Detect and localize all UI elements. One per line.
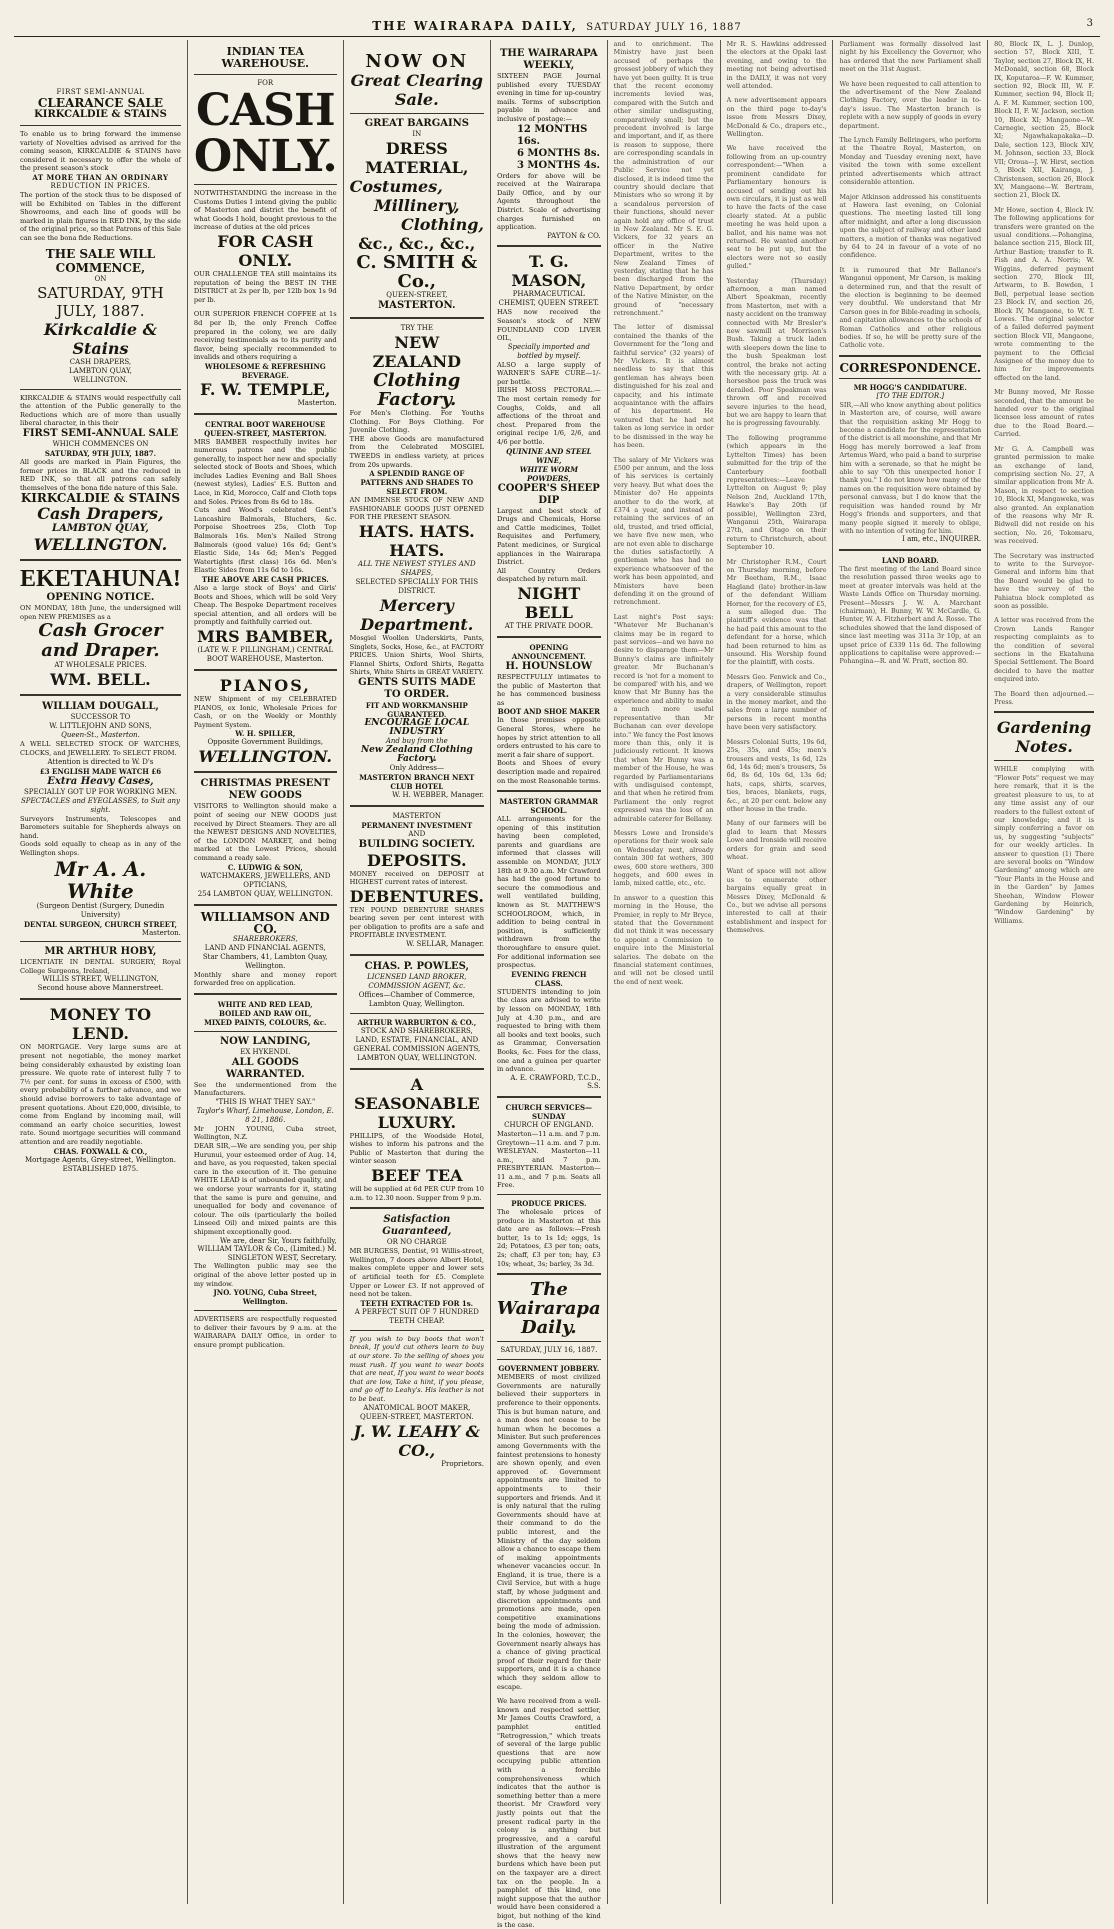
cod-liver: HAS now received the Season's stock of NEW FOUNDLAND COD LIVER OIL, [496, 308, 601, 343]
c8-p2: Mr Howe, section 4, Block IV. The following applications for transfers were granted on the usual conditions.—Pohangina, balance section 215, Block III, Arthur Bastion; transfer to R. Fish and A. A. Norris; W. Wiggins, deferred payment section 270, Block III, Artwarm, to B. Bowden, 1 Bell, perpetual lease section 23 Block IV, and section 26, Block IV, Mangaone, to W. T. Lowes. The original selector of a failed deferred payment section Block VII, Mangaone, wrote commenting to the payment to the Official Assignee of the money due to him for improvements effected on the land. [994, 205, 1094, 382]
masterton-branch: MASTERTON BRANCH NEXT CLUB HOTEL [359, 772, 475, 791]
licensed-broker: LICENSED LAND BROKER, COMMISSION AGENT, &c. [367, 972, 467, 990]
encourage-local: ENCOURAGE LOCAL INDUSTRY [364, 717, 470, 737]
pianos-body: NEW Shipment of my CELEBRATED PIANOS, ex Ionic, Wholesale Prices for Cash, or on the Weekly or Monthly Payment System. [193, 694, 337, 729]
permanent-investment: PERMANENT INVESTMENT [361, 820, 473, 830]
surveyors: Surveyors Instruments, Telescopes and Barometers suitable for Shepherds always on hand. [20, 814, 181, 840]
c7-p1: Parliament was formally dissolved last night by his Excellency the Governor, who has ordered that the new Parliament shall meet on the 31st August. [839, 40, 982, 74]
or-no-charge: OR NO CHARGE [386, 1238, 447, 1247]
letter-body: DEAR SIR,—We are sending you, per ship Hurunui, your esteemed order of Aug. 14, and have, as you requested, taken special care in the execution of it. The genuine WHITE LEAD is of unbounded quality, and we endorse your warrants for it, stating that the same is pure and genuine, and unequalled for body and covenance of colour. The oils (particularly the boiled Linseed Oil) and mixed paints are this shipment exceptionally good. [193, 1142, 337, 1236]
mercery: Mercery Department. [360, 595, 474, 634]
mosgiel-goods: Mosgiel Woollen Underskirts, Pants, Singlets, Socks, Hose, &c., at FACTORY PRICES. Union Shirts, Wool Shirts, Flannel Shirts, Oxford Shirts, Regatta Shirts, White Shirts in GREAT VARIETY. [349, 633, 484, 677]
foxwall-name: CHAS. FOXWALL & CO., [53, 1146, 148, 1156]
warburton-trade: STOCK AND SHAREBROKERS, LAND, ESTATE, FINANCIAL, AND GENERAL COMMISSION AGENTS, [353, 1026, 481, 1053]
permanent-masterton: MASTERTON [392, 811, 442, 820]
burgess-body: MR BURGESS, Dentist, 91 Willis-street, Wellington, 7 doors above Albert Hotel, makes complete upper and lower sets of artificial teeth for £5. Complete Upper or Lower £3. If not approved of need not be taken. [349, 1247, 484, 1299]
sale-note: All goods are marked in Plain Figures, the former prices in BLACK and the reduced in RED INK, so that all patrons can safely themselves of the bona fide nature of this Sale. [20, 457, 181, 492]
opening-announcement: OPENING ANNOUNCEMENT. [511, 642, 586, 661]
in-label: IN [412, 130, 422, 138]
c8-p6: A letter was received from the Crown Lands Ranger respecting complaints as to the condition of several sections in the Ekatahuna Special Settlement. The Board decided to have the matter enquired into. [994, 616, 1094, 684]
c8-p1: 80, Block IX, L. J. Dunlop, section 57, Block XIII, T. Taylor, section 27, Block IX, H. McDonald, section 68, Block IX, Koputaroa—F. W. Kummer, section 92, Block III, W. F. Kummer, section 94, Block II; A. F. M. Kummer, section 100, Block II, F. W. Jackson, section 10, Block XI; Mangaone—W. Carnegie, section 25, Block XI; Ngawhakapakaka—D. Dale, section 123, Block XIV, M. Johnson, section 33, Block VII; Oroua—J. W. Hirst, section 5, Block XII, Kairanga, J. Christensen, section 26, Block XV, Mangaone—W. Bertram, section 21, Block IX. [994, 40, 1094, 200]
c7-p2: We have been requested to call attention to the advertisement of the New Zealand Clothing Factory, over the leader in to-day's issue. The Masterton branch is replete with a new supply of goods in every department. [839, 79, 982, 130]
money-body: ON MORTGAGE. Very large sums are at present not negotiable, the money market being considerably exhausted by existing loan pressure. We quote rate of interest fully 7 to 7½ per cent. for sums in excess of £500, with every probability of a further advance, and we should advise borrowers to take advantage of present quotations. About £20,000, divisible, to come from England by incoming mail, will command an early choice securities, lowest rate. Sound mortgage securities will command attention and are readily negotiable. [20, 1043, 181, 1146]
millinery: Millinery, [374, 196, 460, 215]
c6-p5: The following programme (which appears in the Lyttelton Times) has been submitted for the trip of the Canterbury football representatives:—Leave Lyttelton on August 9; play Nelson 2nd, Auckland 17th, Hawke's Bay 20th (if possible), Wellington 23rd, Wanganui 25th, Wairarapa 27th, and Otago on their return to Christchurch, about September 10. [726, 433, 827, 552]
indian-tea: INDIAN TEA WAREHOUSE. [221, 45, 309, 70]
firm-name-2: Kirkcaldie & Stains [43, 319, 158, 358]
see-manufacturers: See the undermentioned from the Manufacturers. [193, 1080, 337, 1098]
payton-name: PAYTON & CO. [547, 231, 601, 240]
visitors-body: VISITORS to Wellington should make a point of seeing our NEW GOODS just received by Direct Steamers. They are all the NEWEST DESIGNS AND NOVELTIES, of the LONDON MARKET, and being marked at the Lowest Prices, should command a ready sale. [193, 802, 337, 862]
sale-title: CLEARANCE SALE [37, 96, 164, 110]
hounslow-name: H. HOUNSLOW [505, 660, 593, 672]
money-title: MONEY TO LEND. [49, 1005, 152, 1044]
temple-name: F. W. TEMPLE, [200, 379, 331, 399]
wholesome: WHOLESOME & REFRESHING BEVERAGE. [204, 361, 326, 380]
sale-commence: THE SALE WILL COMMENCE, [45, 246, 156, 275]
immense-stock: AN IMMENSE STOCK OF NEW AND FASHIONABLE GOODS JUST OPENED FOR THE PRESENT SEASON. [349, 496, 484, 522]
powles-offices: Offices—Chamber of Commerce, Lambton Quay, Wellington. [358, 990, 475, 1008]
now-landing: NOW LANDING, [219, 1035, 311, 1047]
goods-sent: Goods sold equally to cheap as in any of the Wellington shops. [20, 840, 181, 858]
eketahuna-title: EKETAHUNA! [20, 566, 181, 593]
try-the: TRY THE [400, 324, 434, 332]
masthead [20, 18, 1094, 34]
at-more: AT MORE THAN AN ORDINARY [32, 172, 169, 182]
great-bargains: GREAT BARGAINS [364, 118, 470, 129]
hoby-hours: Second house above Mannerstreet. [37, 984, 164, 993]
powles-name: CHAS. P. POWLES, [364, 960, 469, 972]
mixed-paints: MIXED PAINTS, COLOURS, &c. [204, 1017, 327, 1027]
perfect-suit: A PERFECT SUIT OF 7 HUNDRED TEETH CHEAP. [354, 1307, 479, 1325]
and-buy: And buy from the [385, 736, 448, 745]
sale-body: The portion of the stock thus to be disposed of will be Exhibited on Tables in the different Showrooms, and each line of goods will be marked in plain figures in RED INK, by the side of the original price, so that Patrons of this Sale can see the bona fide Reductions. [20, 190, 181, 242]
christmas: CHRISTMAS PRESENT [200, 778, 330, 790]
gardening-body: WHILE complying with "Flower Pots" request we may here remark, that it is the greatest pleasure to us, to at any time assist any of our readers to the fullest extent of our knowledge; and it is simply conferring a favor on us, by suggesting "subjects" for our weekly articles. In answer to question (1) There are several books on "Window Gardening" among which are "Your Plants in the House and in the Garden" by James Sheehan, Window Flower Gardening by Heinrich, "Window Gardening" by Williams. [994, 765, 1094, 925]
correspondence: CORRESPONDENCE. [839, 360, 982, 375]
masthead-rule [14, 36, 1100, 37]
lambton-quay: LAMBTON QUAY, [68, 366, 132, 375]
pianos-title: PIANOS, [219, 675, 311, 695]
private-door: AT THE PRIVATE DOOR. [504, 621, 593, 630]
specially-bottled: Specially imported and bottled by myself. [507, 342, 590, 360]
firm-name: KIRKCALDIE & STAINS [34, 109, 167, 120]
deposits-title: DEPOSITS. [367, 850, 467, 870]
c7-p5: It is rumoured that Mr Ballance's Wanganui opponent, Mr Carson, is making a determined run, and that the result of the election is beginning to be deemed very doubtful. We understand that Mr Carson goes in for Bible-reading in schools, and capitation allowances to the schools of Roman Catholics and other religious bodies. If so, he will be pretty sure of the Catholic vote. [839, 265, 982, 350]
cash-only-title: CASH ONLY. [193, 85, 337, 182]
c6-p8: Messrs Colonial Sutts, 19s 6d, 25s, 35s, and 45s; men's trousers and vests, 1s 6d, 12s 6d, 14s 6d; men's trousers, 5s 6d, 8s 6d, 10s 6d, 13s 6d; hats, caps, shirts, scarves, ties, braces, blankets, rugs, &c., at 20 per cent. below any other house in the trade. [726, 737, 827, 813]
newest-styles: ALL THE NEWEST STYLES AND SHAPES, [358, 559, 476, 577]
bamber-body: MRS BAMBER respectfully invites her numerous patrons and the public generally, to inspect her new and specially selected stock of Boots and Shoes, which includes Ladies Evening and Ball Shoes (newest styles), Ladies' E.S. Button and Lace, in Kid, Morocco, Calf and Cloth tops and Soles. Prices from 8s 6d to 18s. [193, 437, 337, 506]
weekly-body: SIXTEEN PAGE Journal published every TUESDAY evening in time for up-country mails. Terms of subscription payable in advance and inclusive of postage:— [496, 72, 601, 123]
boiled-oil: BOILED AND RAW OIL, [219, 1008, 312, 1018]
queen-st: Queen-St., Masterton. [61, 731, 140, 740]
above-cash: THE ABOVE ARE CASH PRICES. [201, 575, 329, 584]
central-boot: CENTRAL BOOT WAREHOUSE QUEEN-STREET, MASTERTON. [204, 419, 327, 438]
only-address: Only Address— [389, 763, 444, 772]
land-agents: LAND AND FINANCIAL AGENTS, [204, 943, 326, 952]
warburton-name: ARTHUR WARBURTON & CO., [357, 1017, 477, 1027]
c6-p2: A new advertisement appears on the third page to-day's issue from Messrs Dixey, McDonald & Co., drapers etc., Wellington. [726, 96, 827, 139]
new-goods: NEW GOODS [228, 790, 302, 802]
cash-drapers-2: Cash Drapers, [37, 504, 164, 524]
weekly-price-3: 3 MONTHS 4s. [516, 159, 600, 171]
column-3 [344, 40, 491, 1904]
masthead-title: THE WAIRARAPA DAILY, SATURDAY JULY 16, 1887 [372, 19, 742, 33]
reduction: REDUCTION IN PRICES. [50, 181, 151, 190]
evening-class: EVENING FRENCH CLASS. [511, 969, 587, 988]
spiller-name: W. H. SPILLER, [235, 729, 296, 739]
sale-lead: To enable us to bring forward the immense variety of Novelties advised as arrived for the coming season, KIRKCALDIE & STAINS have considered it necessary to offer the whole of the present season's stock [20, 130, 181, 173]
monthly-report: Monthly share and money report forwarded free on application. [193, 970, 337, 988]
article-2: We have received from a well-known and respected settler, Mr James Coutts Crawford, a pamphlet entitled "Retrogression," which treats of several of the large public questions that are now occupying public attention with a forcible comprehensiveness which indicates that the author is something better than a mere theorist. Mr Crawford very justly points out that the present radical party in the colony is anything but progressive, and a careful illustration of the argument shows that the heavy new burdens which have been put on the taxpayer are a direct tax on the people. In a pamphlet of this kind, one might suppose that the author would have been considered a bigot, but nothing of the kind is the case. [496, 1697, 601, 1929]
boot-repairs: Boots and Shoes of every description made and repaired on the most Reasonable terms. [496, 759, 601, 785]
hounslow-body: RESPECTFULLY intimates to the public of Masterton that he has commenced business as [496, 672, 601, 707]
hoby-body: LICENTIATE IN DENTAL SURGERY, Royal College Surgeons, Ireland, [20, 958, 181, 975]
webber-name: W. H. WEBBER, Manager. [392, 790, 484, 799]
column-5 [608, 40, 721, 1904]
costumes: Costumes, [349, 177, 443, 196]
column-6 [721, 40, 834, 1904]
commences: WHICH COMMENCES ON [52, 439, 149, 448]
bamber-late: (LATE W. F. PILLINGHAM,) CENTRAL BOOT WAREHOUSE, Masterton. [197, 645, 334, 663]
above-goods: THE above Goods are manufactured from the Celebrated MOSGIEL TWEEDS in endless variety, at prices from 20s upwards. [349, 434, 484, 469]
grammar-school: MASTERTON GRAMMAR SCHOOL. [499, 797, 599, 816]
spectacles: SPECTACLES and EYEGLASSES, to Suit any sight. [20, 796, 180, 814]
etc: &c., &c., &c., [358, 234, 476, 253]
wellington-2: WELLINGTON. [33, 535, 168, 555]
taylor-wharf: Taylor's Wharf, Limehouse, London, E. 8 21, 1886. [196, 1106, 334, 1124]
hoby-name: MR ARTHUR HOBY, [44, 946, 157, 958]
advertisers-notice: ADVERTISERS are respectfully requested to deliver their favours by 9 a.m. at the WAIRARAPA DAILY Office, in order to ensure prompt publication. [193, 1315, 337, 1349]
selected-district: SELECTED SPECIALLY FOR THIS DISTRICT. [355, 577, 479, 595]
mrs-bamber: MRS BAMBER, [197, 626, 334, 646]
seasonable-luxury: A SEASONABLE LUXURY. [353, 1074, 480, 1132]
daily-title: The Wairarapa Daily. [496, 1279, 601, 1339]
and-label: AND [408, 829, 426, 838]
night-bell: NIGHT BELL [517, 583, 581, 622]
bell-name: WM. BELL. [50, 670, 151, 690]
star-chambers: Star Chambers, 41, Lambton Quay, Wellington. [202, 952, 328, 970]
for-label: FOR [257, 79, 274, 87]
gents-suits: GENTS SUITS MADE TO ORDER. [358, 676, 476, 700]
c5-p2: The letter of dismissal contained the thanks of the Government for the "long and faithful service" (32 years) of Mr Vickers. It is almost needless to say that this gentleman has always been distinguished for his zeal and capacity, and his intimate acquaintance with the affairs of his department. He ventured that he had not taken as long service in order to be dismissed in the way he has been. [613, 323, 714, 450]
building-society: BUILDING SOCIETY. [358, 838, 475, 850]
c6-p4: Yesterday (Thursday) afternoon, a man named Albert Speakman, recently from Masterton, met with a nasty accident on the tramway connected with Mr Bresler's new sawmill at Morrison's Bush. Taking a truck laden with sleepers down the line to the bush Speakman lost control, the brake not acting with the necessary grip. At a horseshoe pass the truck was derailed. Poor Speakman was thrown off and received severe injuries to the head, but we are happy to learn that he is progressing favourably. [726, 276, 827, 428]
challenge-tea: OUR CHALLENGE TEA still maintains its reputation of being the BEST IN THE DISTRICT at 2s per lb, per 12lb box 1s 9d per lb. [193, 269, 337, 304]
boot-body: In those premises opposite General Stores, where he hopes by strict attention to all orders entrusted to his care to merit a fair share of support. [496, 716, 601, 759]
cash-grocer: Cash Grocer and Draper. [38, 620, 163, 662]
church-england: CHURCH OF ENGLAND. [504, 1120, 594, 1129]
letter-signed: We are, dear Sir, Yours faithfully, WILLIAM TAYLOR & Co., (Limited.) M. SINGLETON WEST, Secretary. [197, 1236, 337, 1262]
temple-town: Masterton. [297, 398, 337, 407]
page-number: 3 [1086, 18, 1094, 29]
white-name: Mr A. A. White [54, 856, 147, 903]
clothing-factory: Clothing Factory. [373, 370, 461, 410]
foxwall-addr: Mortgage Agents, Grey-street, Wellington. [24, 1155, 176, 1164]
ex-ship: EX HYKENDI. [240, 1047, 291, 1056]
largest-stock: Largest and best stock of Drugs and Chemicals, Horse and Cattle medicines, Toilet Requisites and Perfumery, Patent medicines, or Surgical appliances in the Wairarapa District. [496, 506, 601, 567]
c8-p7: The Board then adjourned.—Press. [994, 689, 1094, 707]
phillips-body: PHILLIPS, of the Woodside Hotel, wishes to inform his patrons and the Public of Masterton that during the winter season [349, 1131, 484, 1166]
weekly-orders: Orders for above will be received at the Wairarapa Daily Office, and by our Agents throughout the District. Scale of advertising charges furnished on application. [496, 171, 601, 232]
white-town: Masterton. [141, 928, 181, 937]
well-selected: A WELL SELECTED STOCK OF WATCHES, CLOCKS, and JEWELLERY. To SELECT FROM. [20, 740, 181, 758]
c6-p3: We have received the following from an up-country correspondent:—"When a prominent candidate for Parliamentary honours is accused of sending out his own circulars, it is just as well to have the facts of the case clearly stated. At a public meeting he was held upon a ballot, and his name was not returned. He wanted another seat to be put up, but the electors were not so easily gulled." [726, 144, 827, 271]
dental-surgeon: DENTAL SURGEON, CHURCH STREET, [23, 919, 177, 929]
hogg-candidature: MR HOGG'S CANDIDATURE. [853, 382, 967, 392]
dress-material: DRESS MATERIAL, [365, 139, 469, 177]
column-2 [188, 40, 344, 1904]
ludwig-addr: 254 LAMBTON QUAY, WELLINGTON. [197, 889, 333, 898]
hoby-addr: WILLIS STREET, WELLINGTON, [42, 975, 159, 984]
boot-maker: BOOT AND SHOE MAKER [497, 707, 600, 717]
column-8 [988, 40, 1100, 1904]
country-orders: All Country Orders despatched by return mail. [496, 566, 601, 584]
warners: ALSO a large supply of WARNER'S SAFE CURE—1/- per bottle. [496, 360, 601, 386]
sale-date: SATURDAY, 9TH JULY, 1887. [37, 283, 164, 320]
land-board: LAND BOARD. [881, 555, 939, 565]
church-services: CHURCH SERVICES—SUNDAY [505, 1102, 592, 1121]
sellar-name: W. SELLAR, Manager. [406, 940, 484, 949]
boot-jingle: If you wish to buy boots that won't break, If you'd cut others learn to buy at our store. To the selling of shoes you must rush. If you want to wear boots that are neat, If you want to wear boots that are low, Take a hint, if you please, and go off to Leahy's. His leather is not to be beat. [349, 1334, 484, 1403]
c6-p10: Want of space will not allow us to enumerate other bargains equally great in Messrs Dixey, McDonald & Co., but we advise all persons interested to call at their establishment and inspect for themselves. [726, 867, 827, 935]
deposits-body: MONEY received on DEPOSIT at HIGHEST current rates of interest. [349, 869, 484, 887]
c5-p3: The salary of Mr Vickers was £500 per annum, and the loss of his services is certainly very heavy. But what does the Minister do? He appoints another to do the work, at £374 a year, and instead of retaining the services of an old, trusted, and tried official, we have five new men, who are not even able to discharge the duties satisfactorily. A gentleman who has had no experience whatsoever of the work has been appointed, and Ministers have been defending it on the ground of retrenchment. [613, 455, 714, 607]
successor: SUCCESSOR TO [70, 713, 131, 722]
jno-young: JNO. YOUNG, Cuba Street, Wellington. [213, 1288, 318, 1307]
produce-prices: PRODUCE PRICES. [511, 1199, 587, 1209]
c5-p1: and to enrichment. The Ministry have just been accused of perhaps the grossest jobbery of which they have yet been guilty. It is true that the recent economy increments levied was, compared with the Sutch and other similar undisgusting, comparatively small; but the precedent involved is large and important, and if, as there is reason to suppose, there are corresponding scandals in the administration of our Public Service not yet disclosed, it is indeed time the country should declare that Ministers who so wrong it by a scandalous perversion of their functions, should never again hold any office of trust in New Zealand. Mr S. E. G. Vickers, for 32 years an officer in the Native Department, writes to the New Zealand Times of yesterday, stating that he has been discharged from the Native Department, by order of the Native Minister, on the ground of "necessary retrenchment." [613, 40, 714, 317]
c7-p3: The Lynch Family Bellringers, who perform at the Theatre Royal, Masterton, on Monday and Tuesday evening next, have visited the town with some excellent printed advertisements which attract considerable attention. [839, 136, 982, 187]
c5-p5: Messrs Lowe and Ironside's operations for their week sale on Wednesday next, already contain 300 fat wethers, 300 ewes, 600 store wethers, 300 hoggets, and 600 ewes in lamb, mixed cattle, etc., etc. [613, 828, 714, 888]
sale-head: FIRST SEMI-ANNUAL [56, 88, 145, 96]
firm-name-3: KIRKCALDIE & STAINS [20, 491, 181, 506]
land-body: The first meeting of the Land Board since the resolution passed three weeks ago to meet at greater intervals was held at the Waste Lands Office on Thursday morning. Present—Messrs J. W. A. Marchant (chairman), H. Bunny, W. W. McCardle, G. Hunter, W. A. Fitzherbert and A. Rosse. The schedules showed that the land disposed of since last meeting was 311a 3r 10p, at an upset price of £339 11s 6d. The following applications to capitalise were approved:—Pohangina—R. and W. Pratt, section 80. [839, 564, 982, 666]
ludwig-trade: WATCHMAKERS, JEWELLERS, AND OPTICIANS, [200, 871, 331, 889]
teeth-extracted: TEETH EXTRACTED FOR 1s. [360, 1298, 474, 1308]
weekly-title: THE WAIRARAPA WEEKLY, [499, 48, 598, 71]
chemist: PHARMACEUTICAL CHEMIST, QUEEN STREET. [498, 290, 600, 308]
great-clearing: Great Clearing Sale. [350, 71, 483, 109]
services-list: Masterton—11 a.m. and 7 p.m. Greytown—11 a.m. and 7 p.m. WESLEYAN. Masterton—11 a.m., and 7 p.m. PRESBYTERIAN. Masterton—11 a.m., and 7 p.m. Seats all Free. [496, 1129, 601, 1190]
fit-guaranteed: FIT AND WORKMANSHIP GUARANTEED. [365, 700, 468, 719]
gardening-notes: Gardening Notes. [996, 718, 1092, 757]
grammar-body: ALL arrangements for the opening of this institution having been completed, parents and guardians are informed that classes will assemble on MONDAY, JULY 18th at 9.30 a.m. Mr Crawford has had the good fortune to secure the commodious and well ventilated building, known as St. MATTHEW'S SCHOOLROOM, which, in addition to being central in position, is sufficiently withdrawn from the thoroughfare to ensure quiet. For additional information see prospectus. [496, 815, 601, 970]
beef-tea: BEEF TEA [371, 1166, 463, 1186]
smith-street: QUEEN-STREET, [386, 291, 448, 299]
jobbery-title: GOVERNMENT JOBBERY. [498, 1364, 600, 1374]
white-sub: (Surgeon Dentist (Surgery, Dunedin University) [36, 901, 165, 919]
sharebrokers: SHAREBROKERS, [232, 934, 298, 943]
wellington-public: The Wellington public may see the original of the above letter posted up in my window. [193, 1262, 337, 1288]
sale-on: ON [94, 274, 107, 283]
crawford-name: A. E. CRAWFORD, T.C.D., S.S. [510, 1073, 601, 1091]
ten-pound: TEN POUND DEBENTURE SHARES bearing seven per cent interest with per obligation to profits are a safe and PROFITABLE INVESTMENT. [349, 905, 484, 940]
mason-name: T. G. MASON, [511, 252, 587, 291]
established: ESTABLISHED 1875. [62, 1164, 139, 1173]
to-young: Mr JOHN YOUNG, Cuba street, Wellington, N.Z. [193, 1124, 337, 1142]
clothing: Clothing, [400, 215, 484, 234]
c6-p1: Mr R. S. Hawkins addressed the electors at the Opaki last evening, and owing to the meeting not being advertised in the DAILY, it was not very well attended. [726, 40, 827, 91]
columns [14, 40, 1100, 1929]
specially: SPECIALLY GOT UP FOR WORKING MEN. [23, 787, 177, 796]
wholesale: AT WHOLESALE PRICES. [54, 661, 147, 670]
new-zealand: NEW ZEALAND [372, 333, 462, 371]
warburton-addr: LAMBTON QUAY, WELLINGTON. [357, 1053, 477, 1062]
sale-notice: KIRKCALDIE & STAINS would respectfully call the attention of the Public generally to the Reductions which are of more than usually liberal character, in this their [20, 393, 181, 428]
c8-p3: Mr Bunny moved, Mr Rosse seconded, that the amount be handed over to the original licensee less amount of rates due to the Road Board.—Carried. [994, 388, 1094, 439]
issue-date: SATURDAY, JULY 16, 1887. [500, 1346, 598, 1355]
ludwig-name: C. LUDWIG & SON, [227, 862, 303, 872]
for-cash-only: FOR CASH ONLY. [217, 231, 314, 270]
hats: HATS. HATS. HATS. [358, 521, 475, 560]
white-lead: WHITE AND RED LEAD, [217, 999, 313, 1009]
column-4 [491, 40, 608, 1929]
article-1: MEMBERS of most civilized Governments are naturally believed their supporters in preference to their opponents. This is but human nature, and a man does not cease to be human when he becomes a Minister. But such preferences among Governments with the faintest pretensions to honesty are shown openly, and even approved of. Government appointments are limited to appointments to their supporters and friends. And it is only natural that the ruling Governments should have at their command to do the public interest, and the Ministry of the day seldom allow a chance to escape them of making appointments whenever vacancies occur. In England, it is true, there is a Civil Service, but with a huge staff, by whose judgment and discretion appointments and promotions are made, open competitive examinations being the mode of admission. In the colonies, however, the Government nearly always has a chance of giving practical proof of their regard for their supporters, and it is a chance which they seldom allow to escape. [496, 1373, 601, 1691]
bamber-body-2: Cuts and Wood's celebrated Gent's Lancashire Balmorals, Bluchers, &c. Porpoise Shoetrees 25s, Cloth Top Balmorals 16s. Men's Nailed Strong Balmorals (good value) 16s 6d; Gent's Elastic Side, 14s 6d; Men's Pegged Watertights (first class) 16s 6d. Men's Elastic Sides from 11s 6d to 16s. [193, 506, 337, 575]
opening-notice: OPENING NOTICE. [46, 592, 155, 604]
column-7 [833, 40, 988, 1904]
c5-p6: In answer to a question this morning in the House, the Premier, in reply to Mr Bryce, stated that the Government did not think it was necessary to appoint a Commission to enquire into the Ministerial salaries. The debate on the financial statement continues, and will not be closed until the end of next week. [613, 893, 714, 986]
weekly-price-12: 12 MONTHS 16s. [516, 123, 588, 147]
c5-p4: Last night's Post says: "Whatever Mr Buchanan's claims may be in regard to past services—and we have no desire to disparage them—Mr Bunny's claims are infinitely greater. Mr Buchanan's record is 'not for a moment to be compared' with his, and we know that Mr Bunny has the experience and ability to make a much more useful representative than Mr Buchanan can ever develope into." We fancy the Post knows more than this, only it is judiciously reticent. It knows that when Mr Bunny was a member of the House, he was regarded by Parliamentarians with undisguised contempt, and that when he retired from Parliament the only regret expressed was the loss of an admirable caterer for Bellamy. [613, 612, 714, 823]
for-mens: For Men's Clothing. For Youths Clothing. For Boys Clothing. For Juvenile Clothing. [349, 409, 484, 435]
leahy-name: J. W. LEAHY & CO., [353, 1421, 481, 1460]
white-worm: WHITE WORM POWDERS, [519, 464, 578, 483]
opposite: Opposite Government Buildings, [207, 738, 324, 747]
french-coffee: OUR SUPERIOR FRENCH COFFEE at 1s 8d per lb, the only French Coffee prepared in the colony, we are daily receiving testimonials as to its purity and flavor, being specially recommended to invalids and others requiring a [193, 310, 337, 362]
column-1 [14, 40, 188, 1904]
splendid-range: A SPLENDID RANGE OF PATTERNS AND SHADES TO SELECT FROM. [360, 469, 474, 497]
now-on: NOW ON [365, 51, 469, 72]
dougall-name: WILLIAM DOUGALL, [42, 701, 159, 713]
nz-factory: New Zealand Clothing Factory. [360, 744, 473, 764]
cash-body: NOTWITHSTANDING the increase in the Customs Duties I intend giving the public of Masterton and district the benefit of what Goods I hold, bought previous to the increase of duties at the old prices [193, 189, 337, 232]
cash-drapers: CASH DRAPERS, [69, 357, 132, 366]
c8-p5: The Secretary was instructed to write to the Surveyor-General and inform him that the Board would be glad to have the survey of the Pahiatua block completed as soon as possible. [994, 551, 1094, 610]
coopers: COOPER'S SHEEP DIP [497, 482, 600, 506]
c8-p4: Mr G. A. Campbell was granted permission to make an exchange of land, comprising section No. 27, A similar application from Mr A. Mason, in respect to section 10, Block XI, Mangaweka, was also granted. An explanation of the reasons why Mr R. Bidwell did not reside on his section, No. 26, Tokomaru, was received. [994, 444, 1094, 546]
weekly-price-6: 6 MONTHS 8s. [516, 147, 600, 159]
extra-heavy: Extra Heavy Cases, [47, 775, 154, 787]
commences-date: SATURDAY, 9TH JULY, 1887. [44, 448, 157, 458]
lambton-2: LAMBTON QUAY, [52, 523, 149, 535]
smith-name: C. SMITH & Co., [356, 252, 478, 292]
town: WELLINGTON. [73, 375, 128, 384]
c6-p9: Many of our farmers will be glad to learn that Messrs Lowe and Ironside will receive orders for grain and seed wheat. [726, 819, 827, 861]
hogg-letter: SIR,—All who know anything about politics in Masterton are, of course, well aware that the requisition asking Mr Hogg to become a candidate for the representation of the district is all moonshine, and that Mr Hogg has merely borrowed a leaf from Artemus Ward, who paid a band to surprise him with a serenade, so that he might be able to say "Oh this unexpected honor I thank you." I do not know how many of the names on the requisition were obtained by personal canvass, but I do know that the requisition was handed round by Mr Hogg's friends and supporters, and that many people signed it merely to oblige, with no intention of voting for him. [839, 400, 982, 535]
beef-body: will be supplied at 6d PER CUP from 10 a.m. to 12.30 noon. Supper from 9 p.m. [349, 1185, 484, 1202]
inquirer: I am, etc., INQUIRER. [902, 535, 982, 544]
irish-moss: IRISH MOSS PECTORAL.—The most certain remedy for Coughs, Colds, and all affections of the throat and chest. Prepared from the original recipe 1/6, 2/6, and 4/6 per bottle. [496, 386, 601, 447]
quinine: QUININE AND STEEL WINE, [506, 446, 592, 465]
to-editor: [TO THE EDITOR.] [876, 391, 945, 400]
c7-p4: Major Atkinson addressed his constituents at Hawera last evening, on Colonial questions. The meeting lasted till long after midnight, and after a long discussion upon the subject of railway and other land matters, a motion of thanks was negatived by 64 to 24 in favour of a vote of no confidence. [839, 192, 982, 260]
debentures-title: DEBENTURES. [349, 886, 484, 906]
evening-body: STUDENTS intending to join the class are advised to write by lesson on MONDAY, 18th July at 4.30 p.m., and are requested to bring with them all books and text books, such as Grammar, Conversation Books, &c. Fees for the class, one and a guinea per quarter in advance. [496, 987, 601, 1074]
anatomical: ANATOMICAL BOOT MAKER, QUEEN-STREET, MASTERTON. [359, 1403, 474, 1421]
littlejohn: W. LITTLEJOHN AND SONS, [49, 722, 152, 731]
what-they-say: "THIS IS WHAT THEY SAY." [215, 1097, 316, 1106]
first-semi: FIRST SEMI-ANNUAL SALE [22, 427, 179, 439]
satisfaction: Satisfaction Guaranteed, [382, 1214, 452, 1238]
lever-watch: £3 ENGLISH MADE WATCH £6 [39, 766, 162, 776]
smith-town: MASTERTON. [378, 300, 456, 311]
opening-body: ON MONDAY, 18th June, the undersigned will open NEW PREMISES as a [20, 604, 181, 621]
c6-p7: Messrs Geo. Fenwick and Co., drapers, of Wellington, report a very considerable stimulus in the money market, and the sales from a large number of persons in recent months have been very satisfactory. [726, 672, 827, 732]
bamber-also: Also a large stock of Boys' and Girls' Boots and Shoes, which will be sold Very Cheap. The Bespoke Department receives special attention, and all orders will be promptly and faithfully carried out. [193, 584, 337, 627]
spiller-town: WELLINGTON. [198, 747, 332, 767]
leahy-prop: Proprietors. [441, 1459, 484, 1468]
attention: Attention is directed to W. D's [47, 757, 154, 766]
c6-p6: Mr Christopher R.M., Court on Thursday morning, before Mr Beetham, R.M., Isaac Hagland (late) brother-in-law of the defendant William Horner, for the recovery of £5, a sum alleged due. The plaintiff's evidence was that he had paid this amount to the defendant for a horse, which had been returned to him as unsound. His Worship found for the plaintiff, with costs. [726, 557, 827, 667]
all-goods-warranted: ALL GOODS WARRANTED. [225, 1056, 305, 1080]
produce-body: The wholesale prices of produce in Masterton at this date are as follows:—Fresh butter, 1s to 1s 1d; eggs, 1s 2d; Potatoes, £3 per ton; oats, 2s; chaff, £3 per ton; hay, £3 10s; wheat, 3s; barley, 3s 3d. [496, 1208, 601, 1268]
williamson-name: WILLIAMSON AND CO. [200, 909, 330, 936]
